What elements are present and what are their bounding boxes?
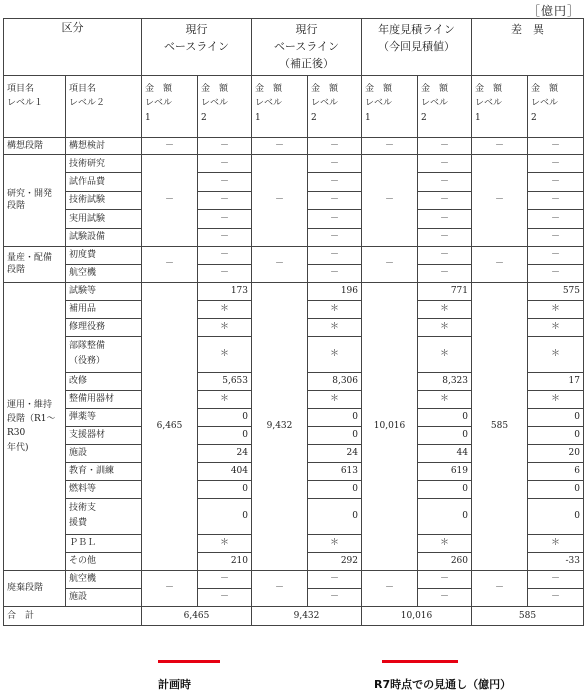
forecast-annotation: R7時点での見通し（億円） [374,678,512,691]
header-amount-l2: 金 額 レベル 2 [528,76,584,138]
item-name: 実用試験 [66,210,142,228]
value-cell: ＊ [308,534,362,552]
level1-value: － [362,155,418,247]
total-value-1: 9,432 [252,606,362,625]
value-cell: ＊ [528,300,584,318]
value-cell: － [418,138,472,155]
value-cell: － [528,246,584,264]
total-value-2: 10,016 [362,606,472,625]
item-name: 技術試験 [66,191,142,209]
item-name: 教育・訓練 [66,462,142,480]
item-name: 修理役務 [66,318,142,336]
value-cell: － [362,138,418,155]
item-name: 弾薬等 [66,408,142,426]
value-cell: 0 [308,408,362,426]
table-row [4,155,584,173]
value-cell: 0 [418,498,472,534]
item-name: 部隊整備 （役務） [66,336,142,372]
value-cell: － [528,155,584,173]
forecast-underline [382,660,458,663]
value-cell: － [198,588,252,606]
value-cell: 20 [528,444,584,462]
value-cell: － [308,210,362,228]
value-cell: － [198,570,252,588]
header-item-level2: 項目名 レベル２ [66,76,142,138]
value-cell: － [198,173,252,191]
item-name: 支援器材 [66,426,142,444]
level1-value: － [142,155,198,247]
level1-value: 6,465 [142,282,198,570]
cost-table [3,18,584,626]
header-group-1: 現行 ベースライン （補正後） [252,19,362,76]
level1-value: 9,432 [252,282,308,570]
item-name: 施設 [66,444,142,462]
table-row [4,570,584,588]
section-ryousan: 量産・配備 段階 [4,246,66,282]
value-cell: 0 [418,426,472,444]
item-name: 試験設備 [66,228,142,246]
value-cell: ＊ [308,336,362,372]
item-name: 試作品費 [66,173,142,191]
value-cell: 210 [198,552,252,570]
item-name: 構想検討 [66,138,142,155]
item-name: 改修 [66,372,142,390]
item-name: 補用品 [66,300,142,318]
header-amount-l2: 金 額 レベル 2 [418,76,472,138]
value-cell: － [308,191,362,209]
value-cell: 260 [418,552,472,570]
value-cell: 613 [308,462,362,480]
level1-value: － [142,570,198,606]
value-cell: － [252,138,308,155]
table-row [4,606,584,625]
item-name: 施設 [66,588,142,606]
value-cell: － [472,138,528,155]
value-cell: 173 [198,282,252,300]
value-cell: 0 [418,480,472,498]
header-group-3: 差 異 [472,19,584,76]
unit-label: ［億円］ [527,4,580,18]
item-name: 技術研究 [66,155,142,173]
value-cell: 0 [308,426,362,444]
value-cell: 196 [308,282,362,300]
value-cell: － [418,210,472,228]
value-cell: ＊ [308,390,362,408]
value-cell: -33 [528,552,584,570]
value-cell: 24 [198,444,252,462]
header-amount-l1: 金 額 レベル 1 [472,76,528,138]
header-amount-l2: 金 額 レベル 2 [308,76,362,138]
value-cell: 5,653 [198,372,252,390]
value-cell: － [308,138,362,155]
value-cell: 0 [198,498,252,534]
total-value-0: 6,465 [142,606,252,625]
value-cell: 8,306 [308,372,362,390]
level1-value: － [252,570,308,606]
value-cell: 0 [528,480,584,498]
value-cell: 771 [418,282,472,300]
level1-value: － [472,246,528,282]
item-name: ＰＢＬ [66,534,142,552]
value-cell: － [418,191,472,209]
table-row [4,246,584,264]
value-cell: ＊ [418,390,472,408]
header-amount-l1: 金 額 レベル 1 [252,76,308,138]
table-row [4,19,584,76]
value-cell: 0 [308,498,362,534]
value-cell: ＊ [418,318,472,336]
value-cell: － [418,228,472,246]
value-cell: 619 [418,462,472,480]
level1-value: － [142,246,198,282]
level1-value: － [472,155,528,247]
value-cell: － [308,588,362,606]
value-cell: 0 [198,480,252,498]
value-cell: 0 [308,480,362,498]
value-cell: 0 [198,426,252,444]
value-cell: － [308,264,362,282]
value-cell: ＊ [198,336,252,372]
value-cell: － [198,191,252,209]
header-amount-l2: 金 額 レベル 2 [198,76,252,138]
level1-value: － [252,246,308,282]
plan-annotation: 計画時 [158,678,191,691]
value-cell: － [418,173,472,191]
header-amount-l1: 金 額 レベル 1 [362,76,418,138]
item-name: 航空機 [66,570,142,588]
value-cell: 17 [528,372,584,390]
value-cell: 6 [528,462,584,480]
value-cell: － [308,246,362,264]
section-haiki: 廃棄段階 [4,570,66,606]
value-cell: ＊ [198,318,252,336]
header-amount-l1: 金 額 レベル 1 [142,76,198,138]
value-cell: － [528,138,584,155]
value-cell: － [528,173,584,191]
value-cell: 0 [418,408,472,426]
value-cell: 404 [198,462,252,480]
value-cell: － [418,155,472,173]
section-unyou: 運用・維持 段階（R1～ R30 年代) [4,282,66,570]
value-cell: ＊ [418,300,472,318]
table-row [4,138,584,155]
value-cell: － [418,588,472,606]
level1-value: 585 [472,282,528,570]
value-cell: ＊ [528,318,584,336]
value-cell: 44 [418,444,472,462]
section-kenkyu: 研究・開発 段階 [4,155,66,247]
level1-value: － [472,570,528,606]
value-cell: － [528,264,584,282]
value-cell: － [142,138,198,155]
item-name: 燃料等 [66,480,142,498]
header-group-2: 年度見積ライン （今回見積値） [362,19,472,76]
value-cell: － [198,138,252,155]
value-cell: 0 [528,408,584,426]
value-cell: － [418,570,472,588]
value-cell: 292 [308,552,362,570]
section-kousou: 構想段階 [4,138,66,155]
item-name: 整備用器材 [66,390,142,408]
item-name: 初度費 [66,246,142,264]
value-cell: － [528,210,584,228]
item-name: 技術支 援費 [66,498,142,534]
value-cell: － [198,155,252,173]
level1-value: － [362,570,418,606]
value-cell: ＊ [198,300,252,318]
value-cell: 8,323 [418,372,472,390]
level1-value: 10,016 [362,282,418,570]
value-cell: － [308,228,362,246]
header-item-level1: 項目名 レベル１ [4,76,66,138]
header-kubun: 区分 [4,19,142,76]
table-row [4,76,584,138]
item-name: 試験等 [66,282,142,300]
value-cell: 0 [528,426,584,444]
value-cell: ＊ [308,300,362,318]
value-cell: ＊ [308,318,362,336]
header-group-0: 現行 ベースライン [142,19,252,76]
value-cell: － [418,264,472,282]
level1-value: － [362,246,418,282]
value-cell: － [198,210,252,228]
value-cell: － [198,228,252,246]
item-name: 航空機 [66,264,142,282]
value-cell: － [198,264,252,282]
value-cell: 0 [198,408,252,426]
level1-value: － [252,155,308,247]
total-value-3: 585 [472,606,584,625]
value-cell: － [528,570,584,588]
plan-underline [158,660,220,663]
value-cell: － [528,228,584,246]
value-cell: － [198,246,252,264]
value-cell: ＊ [528,336,584,372]
value-cell: － [528,191,584,209]
table-row [4,282,584,300]
value-cell: － [308,570,362,588]
value-cell: ＊ [418,534,472,552]
value-cell: ＊ [198,390,252,408]
value-cell: ＊ [528,390,584,408]
value-cell: － [418,246,472,264]
value-cell: － [308,173,362,191]
value-cell: 0 [528,498,584,534]
item-name: その他 [66,552,142,570]
total-label: 合 計 [4,606,142,625]
value-cell: 24 [308,444,362,462]
value-cell: － [308,155,362,173]
value-cell: － [528,588,584,606]
value-cell: ＊ [418,336,472,372]
value-cell: ＊ [198,534,252,552]
value-cell: ＊ [528,534,584,552]
value-cell: 575 [528,282,584,300]
